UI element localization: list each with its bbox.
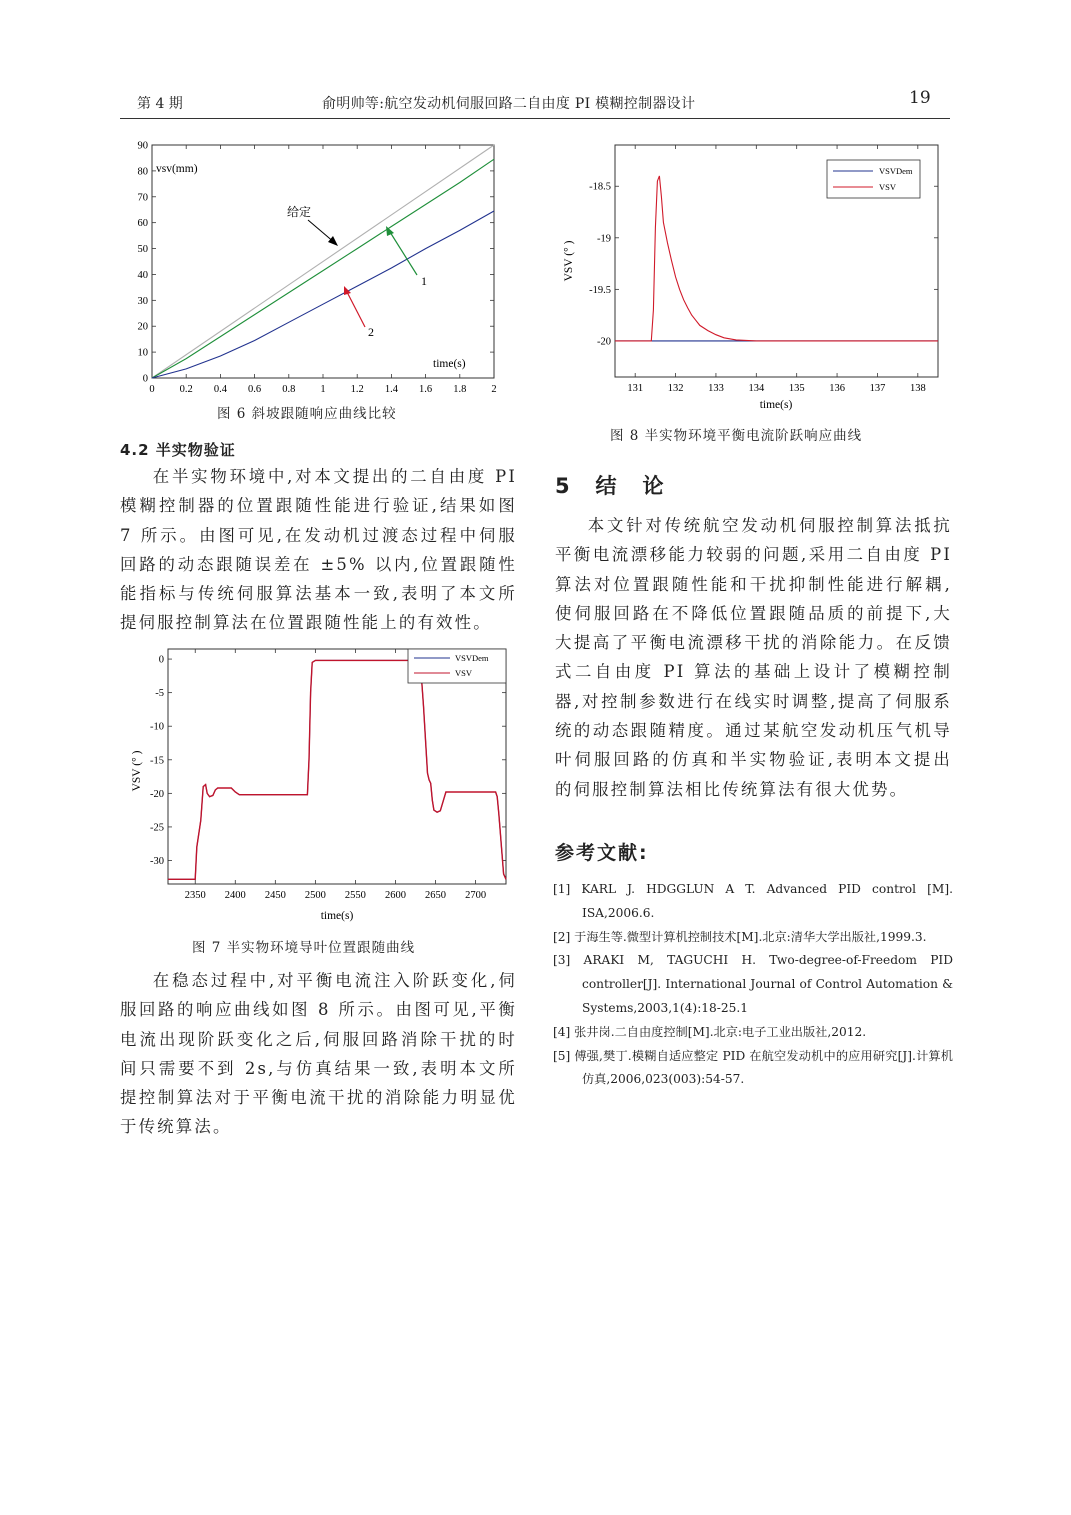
y-tick-label: 30 xyxy=(137,295,148,307)
x-tick-label: 0.6 xyxy=(248,384,262,395)
page-number: 19 xyxy=(909,88,931,108)
annotation-2: 2 xyxy=(368,325,374,339)
y-tick-label: 90 xyxy=(137,140,148,152)
y-tick-label: -20 xyxy=(150,788,164,800)
references-heading: 参考文献: xyxy=(555,842,649,864)
y-tick-label: -5 xyxy=(155,688,164,700)
paragraph: 在半实物环境中,对本文提出的二自由度 PI 模糊控制器的位置跟随性能进行验证,结果如图 7 所示。由图可见,在发动机过渡态过程中伺服回路的动态跟随误差在 ±5% 以内,位置跟随性能指标与传统伺服算法基本一致,表明了本文所提伺服控制算法在位置跟随性能上的有效性。 xyxy=(120,467,517,633)
legend-label-vsvdem: VSVDem xyxy=(879,166,913,176)
plot-frame xyxy=(168,649,506,884)
x-tick-label: 2600 xyxy=(384,890,406,901)
y-tick-label: -30 xyxy=(150,856,164,867)
x-tick-label: 1 xyxy=(320,384,326,395)
section-5-body xyxy=(555,511,952,804)
section-4-2-body-2 xyxy=(120,966,517,1142)
x-tick-label: 2700 xyxy=(465,890,487,901)
x-tick-label: 0 xyxy=(149,384,155,395)
x-tick-label: 1.6 xyxy=(419,384,433,395)
paragraph: 在稳态过程中,对平衡电流注入阶跃变化,伺服回路的响应曲线如图 8 所示。由图可见,平衡电流出现阶跃变化之后,伺服回路消除干扰的时间只需要不到 2s,与仿真结果一致,表明本文所提控制算法对于平衡电流干扰的消除能力明显优于传统算法。 xyxy=(120,971,517,1137)
x-tick-label: 138 xyxy=(909,383,926,394)
figure-6-chart xyxy=(120,135,510,400)
legend-label-vsvdem: VSVDem xyxy=(455,653,489,663)
figure-8-caption: 图 8 半实物环境平衡电流阶跃响应曲线 xyxy=(610,428,863,444)
y-tick-label: 20 xyxy=(137,321,148,333)
x-tick-label: 2350 xyxy=(184,890,206,901)
x-axis-label: time(s) xyxy=(433,358,466,370)
figure-7-chart xyxy=(120,646,515,926)
legend-label-vsv: VSV xyxy=(455,668,473,678)
y-tick-label: -20 xyxy=(597,336,611,348)
x-tick-label: 136 xyxy=(829,383,845,394)
y-tick-label: 40 xyxy=(137,269,148,281)
section-4-2-body xyxy=(120,462,517,638)
y-tick-label: 70 xyxy=(137,192,148,204)
x-tick-label: 2450 xyxy=(264,890,286,901)
x-tick-label: 137 xyxy=(869,383,886,394)
x-tick-label: 2500 xyxy=(304,890,326,901)
annotation-given: 给定 xyxy=(287,205,312,219)
y-tick-label: -19.5 xyxy=(589,284,611,296)
x-tick-label: 134 xyxy=(748,383,765,394)
y-tick-label: 0 xyxy=(142,373,148,385)
y-axis-label: VSV (° ) xyxy=(563,240,575,282)
references-list xyxy=(553,878,953,1092)
x-tick-label: 135 xyxy=(788,383,805,394)
y-tick-label: -15 xyxy=(150,755,164,767)
y-axis-label: VSV (° ) xyxy=(131,750,143,792)
figure-7-caption: 图 7 半实物环境导叶位置跟随曲线 xyxy=(192,940,416,956)
header-rule xyxy=(120,118,950,119)
reference-item: [3] ARAKI M, TAGUCHI H. Two-degree-of-Freedom PID controller[J]. International Journal of Control Automation & Systems,2003,1(4):18-25.1 xyxy=(553,953,953,1015)
reference-item: [4] 张井岗.二自由度控制[M].北京:电子工业出版社,2012. xyxy=(553,1024,867,1039)
y-tick-label: -25 xyxy=(150,822,164,834)
y-axis-label: vsv(mm) xyxy=(156,163,198,175)
y-tick-label: -18.5 xyxy=(589,181,611,193)
x-tick-label: 0.2 xyxy=(179,384,193,395)
x-tick-label: 2550 xyxy=(344,890,366,901)
y-tick-label: 10 xyxy=(137,347,148,359)
reference-item: [2] 于海生等.微型计算机控制技术[M].北京:清华大学出版社,1999.3. xyxy=(553,929,927,944)
reference-item: [1] KARL J. HDGGLUN A T. Advanced PID control [M]. ISA,2006.6. xyxy=(553,882,953,920)
legend xyxy=(408,649,506,683)
y-tick-label: 80 xyxy=(137,166,148,178)
y-tick-label: -19 xyxy=(597,233,611,245)
x-tick-label: 131 xyxy=(627,383,644,394)
annotation-1: 1 xyxy=(421,274,427,288)
x-tick-label: 0.4 xyxy=(213,384,227,395)
x-tick-label: 2 xyxy=(491,384,497,395)
y-tick-label: 0 xyxy=(158,654,164,666)
figure-8-chart xyxy=(555,140,950,415)
x-tick-label: 1.4 xyxy=(384,384,398,395)
x-tick-label: 1.8 xyxy=(453,384,467,395)
x-axis-label: time(s) xyxy=(320,910,354,922)
reference-item: [5] 傅强,樊丁.模糊自适应整定 PID 在航空发动机中的应用研究[J].计算机仿真,2006,023(003):54-57. xyxy=(553,1048,953,1087)
x-tick-label: 2650 xyxy=(425,890,447,901)
section-4-2-heading: 4.2 半实物验证 xyxy=(120,441,236,459)
journal-issue: 第 4 期 xyxy=(137,96,183,112)
legend-label-vsv: VSV xyxy=(879,182,897,192)
legend xyxy=(827,160,920,198)
x-axis-label: time(s) xyxy=(759,399,793,411)
y-tick-label: 60 xyxy=(137,218,148,230)
section-5-heading: 5 结 论 xyxy=(555,474,665,498)
x-tick-label: 132 xyxy=(667,383,684,394)
running-title: 俞明帅等:航空发动机伺服回路二自由度 PI 模糊控制器设计 xyxy=(322,96,696,112)
paragraph: 本文针对传统航空发动机伺服控制算法抵抗平衡电流漂移能力较弱的问题,采用二自由度 PI 算法对位置跟随性能和干扰抑制性能进行解耦,使伺服回路在不降低位置跟随品质的前提下,大大提高了平衡电流漂移干扰的消除能力。在反馈式二自由度 PI 算法的基础上设计了模糊控制器,对控制参数进行在线实时调整,提高了伺服系统的动态跟随精度。通过某航空发动机压气机导叶伺服回路的仿真和半实物验证,表明本文提出的伺服控制算法相比传统算法有很大优势。 xyxy=(555,516,952,799)
y-tick-label: -10 xyxy=(150,721,164,733)
figure-6-caption: 图 6 斜坡跟随响应曲线比较 xyxy=(217,406,397,422)
x-tick-label: 2400 xyxy=(224,890,246,901)
x-tick-label: 0.8 xyxy=(282,384,296,395)
y-tick-label: 50 xyxy=(137,244,148,256)
x-tick-label: 1.2 xyxy=(350,384,364,395)
x-tick-label: 133 xyxy=(708,383,724,394)
